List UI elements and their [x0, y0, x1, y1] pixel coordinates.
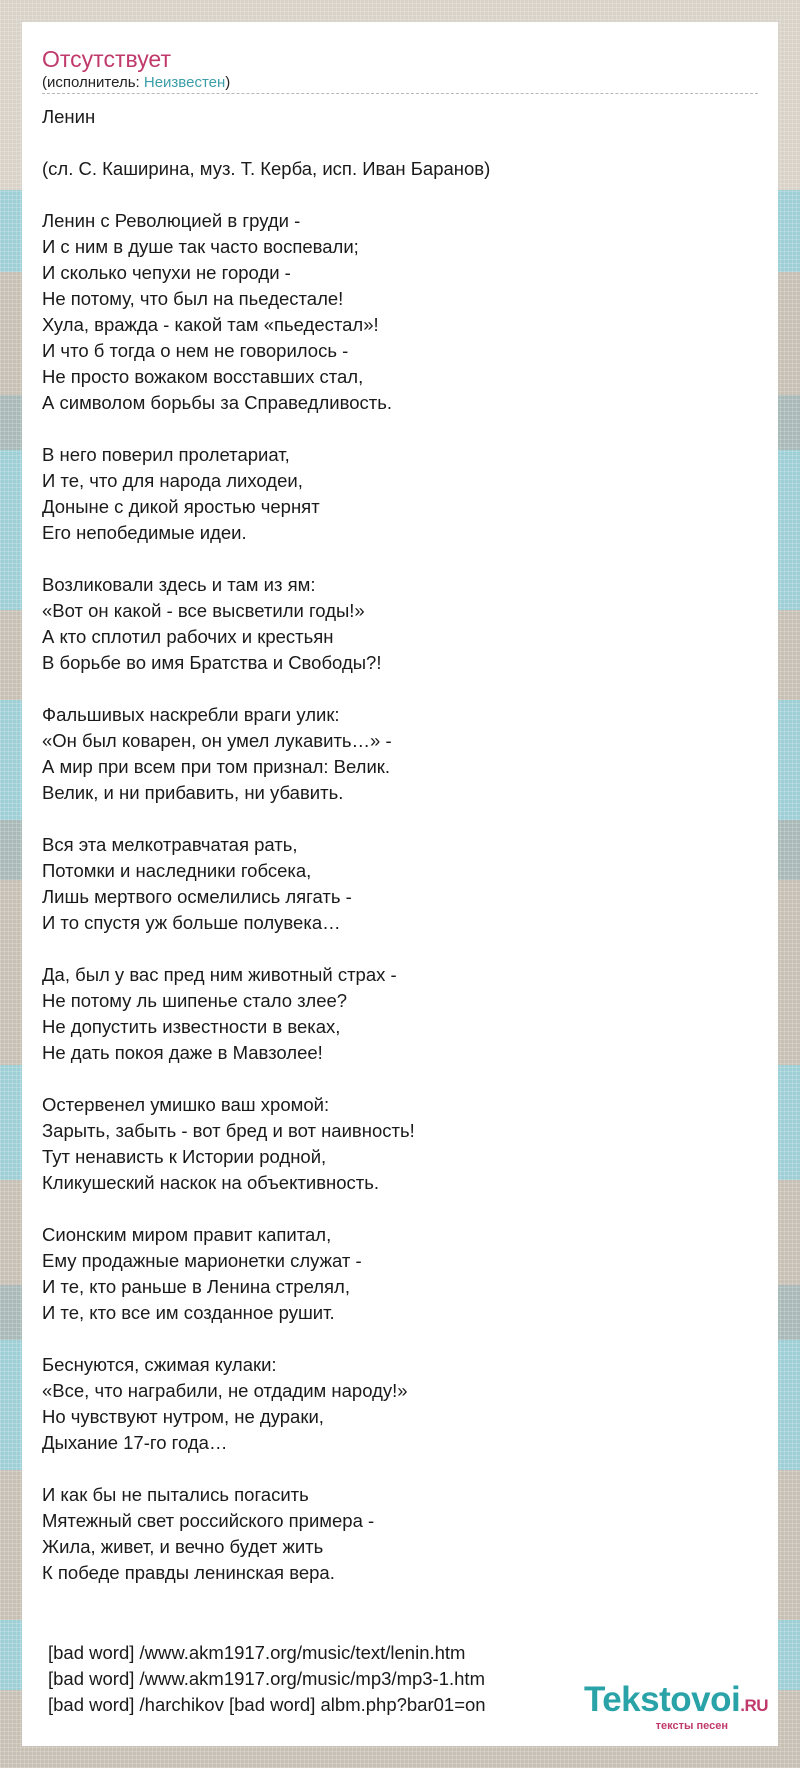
- lyric-line: Доныне с дикой яростью чернят: [42, 496, 320, 517]
- lyric-line: И те, кто все им созданное рушит.: [42, 1302, 335, 1323]
- lyric-line: Ленин: [42, 106, 96, 127]
- source-line: [bad word] /www.akm1917.org/music/text/lenin.htm: [48, 1642, 466, 1663]
- lyrics-card: [22, 22, 778, 1746]
- lyric-line: Беснуются, сжимая кулаки:: [42, 1354, 277, 1375]
- stanza-gap: [42, 676, 758, 702]
- artist-line: [42, 74, 230, 91]
- artist-prefix: (исполнитель:: [42, 74, 144, 91]
- title-divider: [42, 93, 758, 94]
- lyric-line: Ему продажные марионетки служат -: [42, 1250, 362, 1271]
- lyric-line: В борьбе во имя Братства и Свободы?!: [42, 652, 382, 673]
- lyric-line: Не дать покоя даже в Мавзолее!: [42, 1042, 323, 1063]
- lyric-line: И то спустя уж больше полувека…: [42, 912, 341, 933]
- artist-link[interactable]: Неизвестен: [143, 74, 226, 91]
- lyric-line: Жила, живет, и вечно будет жить: [42, 1536, 324, 1557]
- lyric-line: Да, был у вас пред ним животный страх -: [42, 964, 397, 985]
- lyric-line: «Все, что награбили, не отдадим народу!»: [42, 1380, 408, 1401]
- lyric-line: Но чувствуют нутром, не дураки,: [42, 1406, 324, 1427]
- stanza-gap: [42, 1456, 758, 1482]
- lyric-line: Велик, и ни прибавить, ни убавить.: [42, 782, 344, 803]
- lyric-line: Тут ненависть к Истории родной,: [42, 1146, 327, 1167]
- lyric-line: Не потому ль шипенье стало злее?: [42, 990, 348, 1011]
- stanza-gap: [42, 182, 758, 208]
- stanza-gap: [42, 1326, 758, 1352]
- lyric-line: Ленин с Революцией в груди -: [42, 210, 301, 231]
- lyric-line: Возликовали здесь и там из ям:: [42, 574, 316, 595]
- logo-tld: .RU: [740, 1696, 768, 1715]
- logo-wordmark: [584, 1682, 768, 1724]
- lyric-line: И что б тогда о нем не говорилось -: [42, 340, 349, 361]
- stanza-gap: [42, 806, 758, 832]
- lyric-line: «Он был коварен, он умел лукавить…» -: [42, 730, 392, 751]
- lyric-line: Сионским миром правит капитал,: [42, 1224, 332, 1245]
- lyric-line: В него поверил пролетариат,: [42, 444, 290, 465]
- lyric-line: Мятежный свет российского примера -: [42, 1510, 375, 1531]
- site-logo[interactable]: [584, 1682, 768, 1732]
- lyric-line: Не просто вожаком восставших стал,: [42, 366, 364, 387]
- lyric-line: А символом борьбы за Справедливость.: [42, 392, 392, 413]
- lyric-line: Дыхание 17-го года…: [42, 1432, 228, 1453]
- logo-main-text: Tekstovoi: [583, 1680, 741, 1719]
- lyric-line: Фальшивых наскребли враги улик:: [42, 704, 340, 725]
- lyric-line: Потомки и наследники гобсека,: [42, 860, 312, 881]
- logo-tagline: тексты песен: [655, 1720, 728, 1732]
- lyric-line: И те, что для народа лиходеи,: [42, 470, 303, 491]
- source-line: [bad word] /www.akm1917.org/music/mp3/mp3-1.htm: [48, 1668, 485, 1689]
- lyric-line: Вся эта мелкотравчатая рать,: [42, 834, 298, 855]
- stanza-gap: [42, 416, 758, 442]
- stanza-gap: [42, 546, 758, 572]
- stanza-gap: [42, 1196, 758, 1222]
- sources-block: [48, 1640, 648, 1718]
- lyric-line: И как бы не пытались погасить: [42, 1484, 309, 1505]
- stanza-gap: [42, 1066, 758, 1092]
- stanza-gap: [42, 130, 758, 156]
- lyric-line: Его непобедимые идеи.: [42, 522, 247, 543]
- lyric-line: Зарыть, забыть - вот бред и вот наивность!: [42, 1120, 415, 1141]
- lyric-line: Кликушеский наскок на объективность.: [42, 1172, 380, 1193]
- lyric-line: «Вот он какой - все высветили годы!»: [42, 600, 365, 621]
- lyric-line: Не допустить известности в веках,: [42, 1016, 341, 1037]
- song-title: Отсутствует: [42, 46, 171, 72]
- lyric-line: И с ним в душе так часто воспевали;: [42, 236, 359, 257]
- lyric-line: Лишь мертвого осмелились лягать -: [42, 886, 352, 907]
- lyric-line: К победе правды ленинская вера.: [42, 1562, 335, 1583]
- stanza-gap: [42, 936, 758, 962]
- source-line: [bad word] /harchikov [bad word] albm.php?bar01=on: [48, 1694, 486, 1715]
- lyrics-text: [42, 104, 758, 1586]
- lyric-line: Не потому, что был на пьедестале!: [42, 288, 344, 309]
- artist-suffix: ): [225, 74, 231, 91]
- lyric-line: И те, кто раньше в Ленина стрелял,: [42, 1276, 350, 1297]
- lyric-line: Хула, вражда - какой там «пьедестал»!: [42, 314, 379, 335]
- lyric-line: А кто сплотил рабочих и крестьян: [42, 626, 334, 647]
- lyric-line: Остервенел умишко ваш хромой:: [42, 1094, 330, 1115]
- lyric-line: (сл. С. Каширина, муз. Т. Керба, исп. Иван Баранов): [42, 158, 491, 179]
- lyric-line: А мир при всем при том признал: Велик.: [42, 756, 391, 777]
- lyric-line: И сколько чепухи не городи -: [42, 262, 291, 283]
